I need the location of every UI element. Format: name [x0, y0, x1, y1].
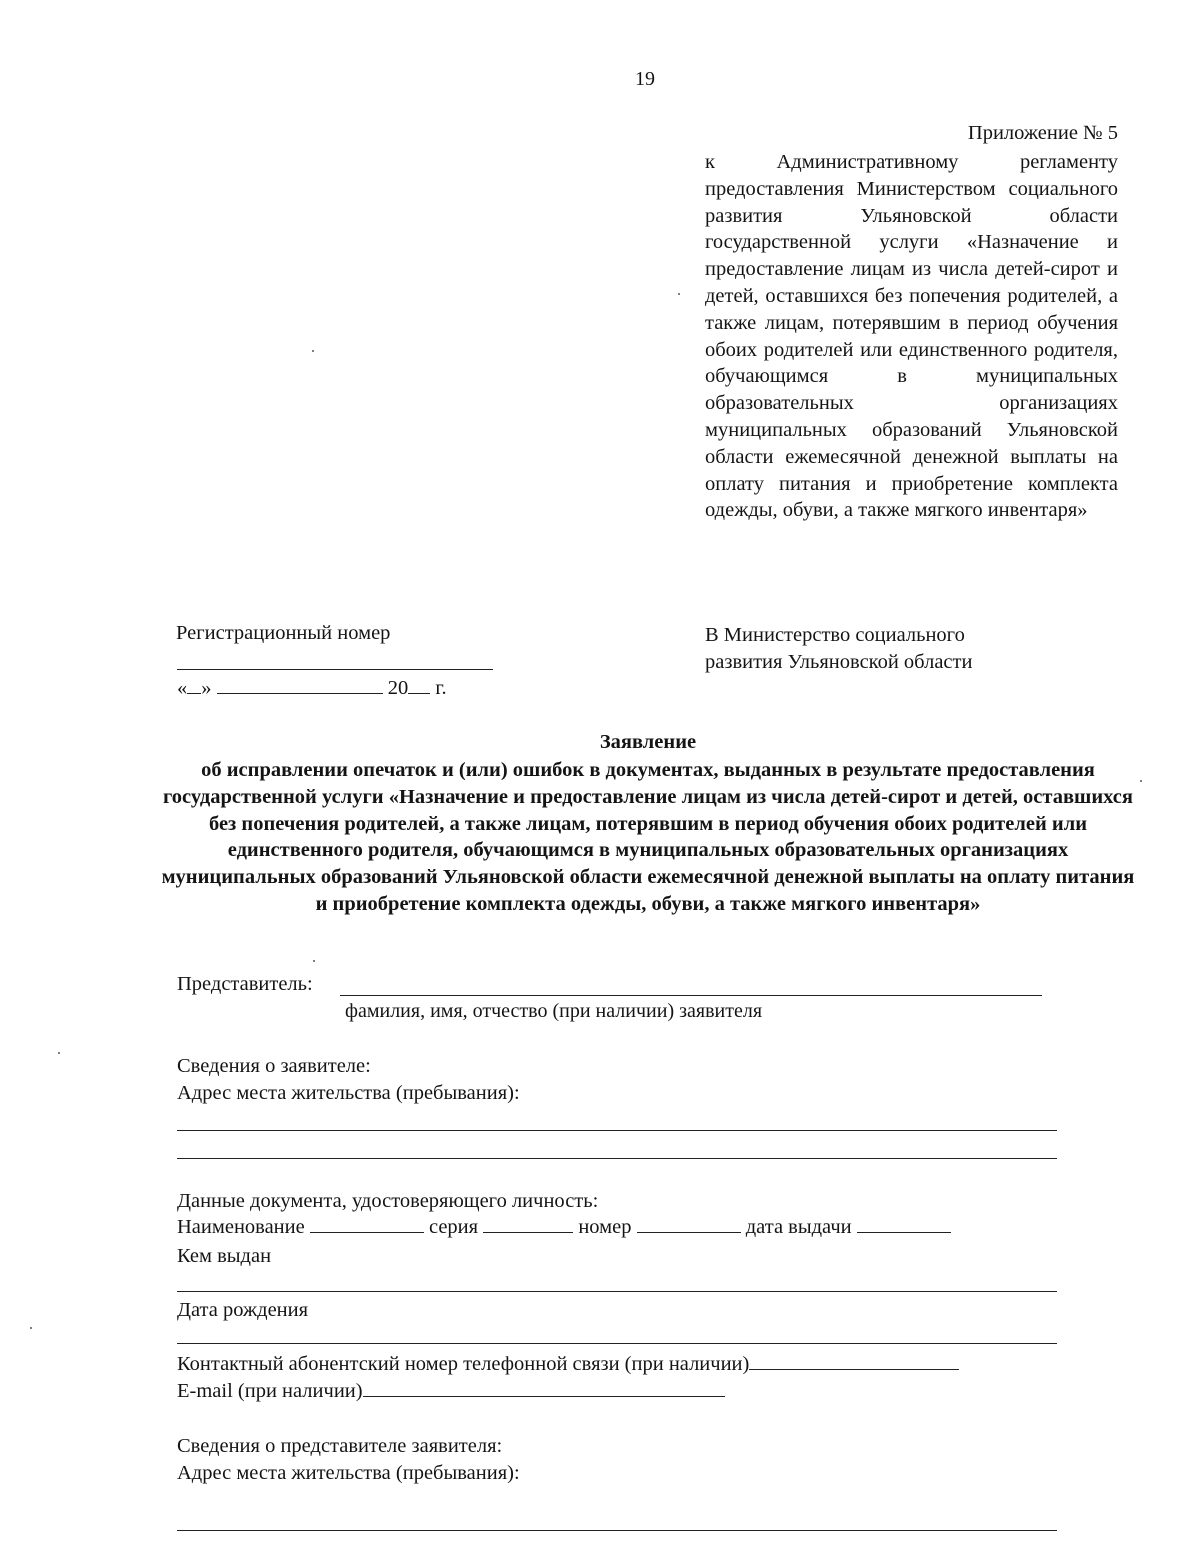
representative-section-heading: Сведения о представителе заявителя:	[177, 1435, 503, 1457]
scan-speck	[30, 1327, 32, 1329]
email-row	[177, 1380, 725, 1403]
addressee-line-1: В Министерство социального	[705, 624, 965, 646]
representative-name-field[interactable]	[340, 995, 1042, 996]
applicant-address-field-2[interactable]	[177, 1158, 1057, 1159]
email-field[interactable]	[363, 1380, 725, 1397]
scan-speck	[58, 1052, 60, 1054]
issued-by-label: Кем выдан	[177, 1245, 272, 1267]
issued-by-field[interactable]	[177, 1291, 1057, 1292]
id-document-row	[177, 1216, 951, 1239]
representative-label: Представитель:	[177, 973, 313, 995]
scan-speck	[312, 350, 314, 352]
addressee	[705, 622, 1125, 676]
phone-field[interactable]	[749, 1353, 959, 1370]
document-subtitle: об исправлении опечаток и (или) ошибок в документах, выданных в результате предоставления государственной услуги «Назначение и предоставление лицам из числа детей-сирот и детей, оставшихся без попечения родителей, а также лицам, потерявшим в период обучения обоих родителей или единственного родителя, обучающимся в муниципальных образовательных организациях муниципальных образований Ульяновской области ежемесячной денежной выплаты на оплату питания и приобретение комплекта одежды, обуви, а также мягкого инвентаря»	[161, 759, 1135, 915]
email-label: E-mail (при наличии)	[177, 1380, 363, 1402]
id-number-label: номер	[578, 1216, 632, 1238]
registration-date-field[interactable]	[177, 677, 447, 700]
year-prefix: 20	[387, 677, 409, 699]
birth-date-label: Дата рождения	[177, 1299, 309, 1321]
id-number-field[interactable]	[637, 1216, 741, 1233]
scan-speck	[313, 960, 315, 962]
document-title: Заявление	[599, 731, 697, 753]
id-series-label: серия	[428, 1216, 479, 1238]
registration-number-label: Регистрационный номер	[176, 622, 391, 644]
representative-address-label: Адрес места жительства (пребывания):	[177, 1462, 520, 1484]
appendix-reference-text: к Административному регламенту предоставления Министерством социального развития Ульяновской области государственной услуги «Назначение и предоставление лицам из числа детей-сирот и детей, оставшихся без попечения родителей, а также лицам, потерявшим в период обучения обоих родителей или единственного родителя, обучающимся в муниципальных образовательных организациях муниципальных образований Ульяновской области ежемесячной денежной выплаты на оплату питания и приобретение комплекта одежды, обуви, а также мягкого инвентаря»	[705, 151, 1118, 522]
date-close-quote: »	[201, 677, 212, 699]
id-issue-date-field[interactable]	[857, 1216, 951, 1233]
applicant-address-label: Адрес места жительства (пребывания):	[177, 1082, 520, 1104]
year-suffix: г.	[435, 677, 447, 699]
id-name-label: Наименование	[177, 1216, 305, 1238]
applicant-address-field-1[interactable]	[177, 1130, 1057, 1131]
representative-address-field[interactable]	[177, 1530, 1057, 1531]
applicant-section-heading: Сведения о заявителе:	[177, 1055, 371, 1077]
addressee-line-2: развития Ульяновской области	[705, 650, 973, 673]
page-number: 19	[635, 68, 655, 90]
id-name-field[interactable]	[310, 1216, 424, 1233]
phone-row	[177, 1353, 959, 1376]
id-series-field[interactable]	[483, 1216, 573, 1233]
id-issue-date-label: дата выдачи	[745, 1216, 852, 1238]
registration-number-field[interactable]	[177, 669, 493, 670]
birth-date-field[interactable]	[177, 1343, 1057, 1344]
appendix-number: Приложение № 5	[967, 122, 1118, 144]
scan-speck	[1140, 780, 1142, 782]
scan-speck	[678, 293, 680, 295]
day-blank[interactable]	[187, 677, 201, 694]
phone-label: Контактный абонентский номер телефонной связи (при наличии)	[177, 1353, 750, 1375]
month-blank[interactable]	[217, 677, 383, 694]
representative-caption: фамилия, имя, отчество (при наличии) заявителя	[345, 1000, 763, 1022]
date-open-quote: «	[177, 677, 188, 699]
id-document-section-heading: Данные документа, удостоверяющего личность:	[177, 1190, 599, 1212]
year-blank[interactable]	[408, 677, 430, 694]
